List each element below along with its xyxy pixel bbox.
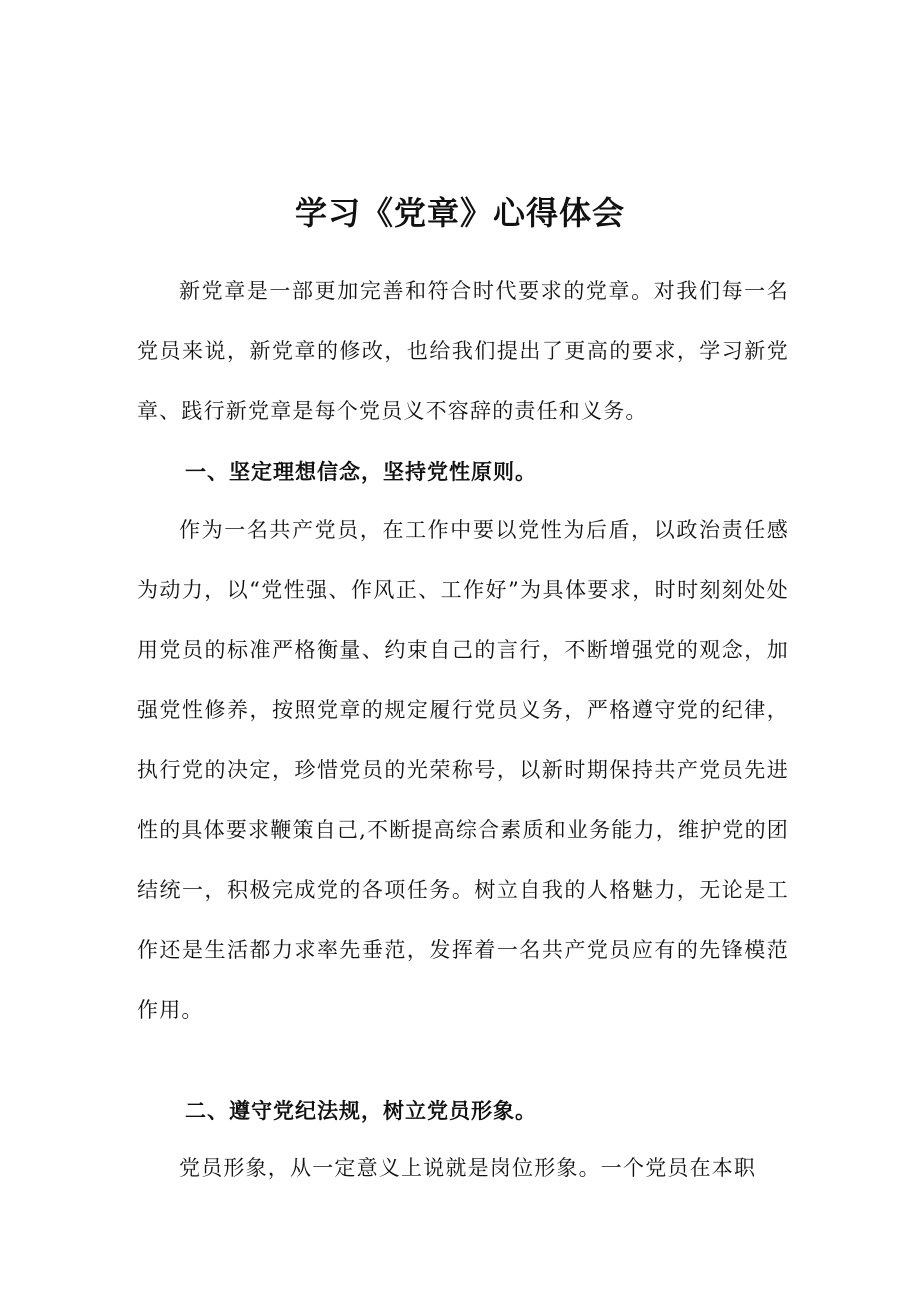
- intro-paragraph: 新党章是一部更加完善和符合时代要求的党章。对我们每一名党员来说，新党章的修改，也给我们提出了更高的要求，学习新党章、践行新党章是每个党员义不容辞的责任和义务。: [137, 279, 789, 423]
- section-2-paragraph-start: 党员形象，从一定意义上说就是岗位形象。一个党员在本职: [179, 1156, 757, 1180]
- section-1-paragraph: 作为一名共产党员，在工作中要以党性为后盾，以政治责任感为动力，以“党性强、作风正、工作好”为具体要求，时时刻刻处处用党员的标准严格衡量、约束自己的言行，不断增强党的观念，加强党性修养，按照党章的规定履行党员义务，严格遵守党的纪律，执行党的决定，珍惜党员的光荣称号，以新时期保持共产党员先进性的具体要求鞭策自己,不断提高综合素质和业务能力，维护党的团结统一，积极完成党的各项任务。树立自我的人格魅力，无论是工作还是生活都力求率先垂范，发挥着一名共产党员应有的先锋模范作用。: [137, 518, 789, 1022]
- section-1-heading: 一、坚定理想信念，坚持党性原则。: [185, 460, 537, 484]
- document-title: 学习《党章》心得体会: [294, 194, 625, 233]
- section-2-heading: 二、遵守党纪法规，树立党员形象。: [185, 1099, 537, 1123]
